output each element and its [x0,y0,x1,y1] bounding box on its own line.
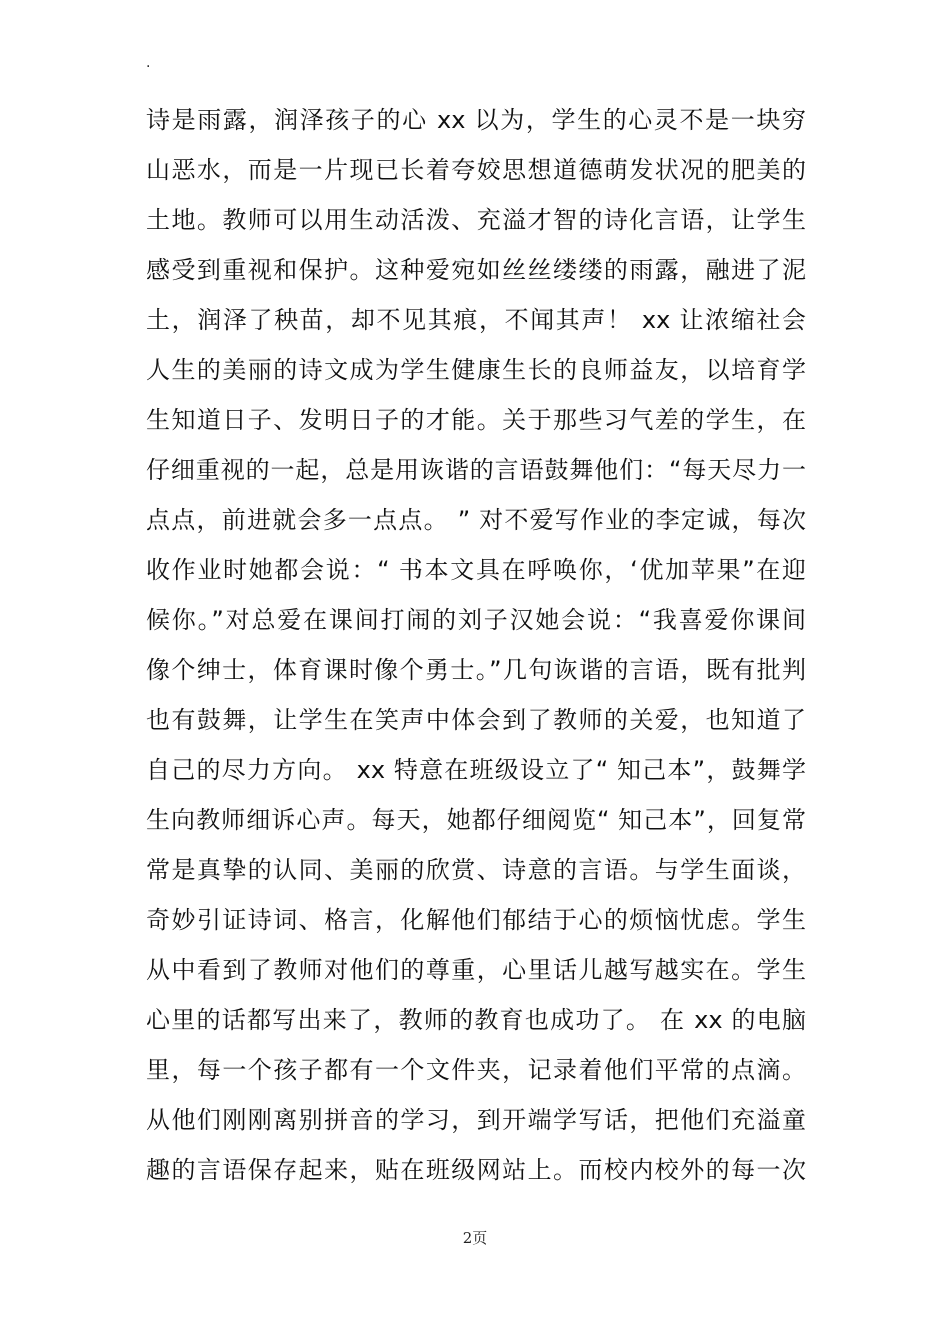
text-line: 心里的话都写出来了，教师的教育也成功了。 在 xx 的电脑 [146,1006,806,1034]
document-body [146,95,806,1195]
text-line: 感受到重视和保护。这种爱宛如丝丝缕缕的雨露，融进了泥 [146,256,806,284]
text-line: 生知道日子、发明日子的才能。关于那些习气差的学生，在 [146,406,806,434]
text-line: 趣的言语保存起来，贴在班级网站上。而校内校外的每一次 [146,1156,806,1184]
text-line: 人生的美丽的诗文成为学生健康生长的良师益友，以培育学 [146,356,806,384]
text-line: 点点，前进就会多一点点。 ” 对不爱写作业的李定诚，每次 [146,506,806,534]
header-mark: . [146,55,151,71]
text-line: 自己的尽力方向。 xx 特意在班级设立了“ 知己本”，鼓舞学 [146,756,806,784]
page-number: 2页 [462,1229,488,1247]
text-line: 从中看到了教师对他们的尊重，心里话儿越写越实在。学生 [146,956,806,984]
text-line: 里，每一个孩子都有一个文件夹，记录着他们平常的点滴。 [146,1056,806,1084]
text-line: 诗是雨露，润泽孩子的心 xx 以为，学生的心灵不是一块穷 [146,106,806,134]
text-line: 奇妙引证诗词、格言，化解他们郁结于心的烦恼忧虑。学生 [146,906,806,934]
text-line: 生向教师细诉心声。每天，她都仔细阅览“ 知己本”，回复常 [146,806,806,834]
text-line: 像个绅士，体育课时像个勇士。”几句诙谐的言语，既有批判 [146,656,806,684]
text-line: 仔细重视的一起，总是用诙谐的言语鼓舞他们：“每天尽力一 [146,456,806,484]
text-line: 也有鼓舞，让学生在笑声中体会到了教师的关爱，也知道了 [146,706,806,734]
text-line: 山恶水，而是一片现已长着夸姣思想道德萌发状况的肥美的 [146,156,806,184]
text-line: 从他们刚刚离别拼音的学习，到开端学写话，把他们充溢童 [146,1106,806,1134]
text-line: 候你。”对总爱在课间打闹的刘子汉她会说：“我喜爱你课间 [146,606,806,634]
text-line: 土，润泽了秧苗，却不见其痕，不闻其声！ xx 让浓缩社会 [146,306,806,334]
text-line: 收作业时她都会说：“ 书本文具在呼唤你，‘优加苹果”在迎 [146,556,806,584]
text-line: 土地。教师可以用生动活泼、充溢才智的诗化言语，让学生 [146,206,806,234]
text-line: 常是真挚的认同、美丽的欣赏、诗意的言语。与学生面谈， [146,856,806,884]
